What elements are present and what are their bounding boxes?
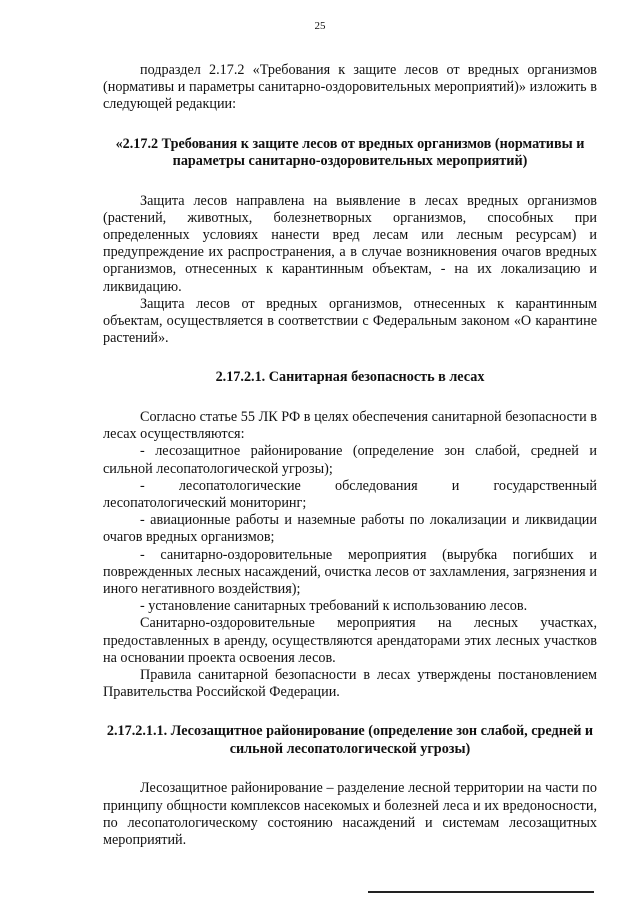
list-item: - авиационные работы и наземные работы по локализации и ликвидации очагов вредных организмов;: [103, 512, 597, 546]
list-item: - лесозащитное районирование (определение зон слабой, средней и сильной лесопатологической угрозы);: [103, 443, 597, 477]
intro-paragraph: подраздел 2.17.2 «Требования к защите лесов от вредных организмов (нормативы и параметры санитарно-оздоровительных мероприятий)» изложить в следующей редакции:: [103, 62, 597, 113]
page-number: 25: [314, 20, 326, 32]
document-body: [103, 62, 597, 849]
subsection-heading: 2.17.2.1. Санитарная безопасность в лесах: [215, 369, 485, 386]
paragraph-quarantine: Защита лесов от вредных организмов, отнесенных к карантинным объектам, осуществляется в соответствии с Федеральным законом «О карантине растений».: [103, 295, 597, 347]
paragraph-article-55: Согласно статье 55 ЛК РФ в целях обеспечения санитарной безопасности в лесах осуществляются:: [103, 408, 597, 443]
paragraph-forest-protection: Защита лесов направлена на выявление в лесах вредных организмов (растений, животных, болезнетворных организмов, способных при определенных условиях нанести вред лесам или лесным ресурсам) и предупреждение их распространения, а в случае возникновения очагов вредных организмов, отнесенных к карантинным объектам, - на их локализацию и ликвидацию.: [103, 192, 597, 295]
list-item: - лесопатологические обследования и государственный лесопатологический мониторинг;: [103, 477, 597, 511]
subsubsection-heading: 2.17.2.1.1. Лесозащитное районирование (определение зон слабой, средней и сильной лесопатологической угрозы): [106, 723, 594, 757]
paragraph-zoning: Лесозащитное районирование – разделение лесной территории на части по принципу общности комплексов насекомых и болезней леса и их вредоносности, по лесопатологическому состоянию насаждений и системам лесозащитных мероприятий.: [103, 780, 597, 848]
list-item: - установление санитарных требований к использованию лесов.: [140, 598, 528, 615]
list-item: - санитарно-оздоровительные мероприятия (вырубка погибших и поврежденных лесных насаждений, очистка лесов от захламления, загрязнения и иного негативного воздействия);: [103, 546, 597, 597]
section-heading: «2.17.2 Требования к защите лесов от вредных организмов (нормативы и параметры санитарно-оздоровительных мероприятий): [115, 135, 585, 170]
paragraph-lease-measures: Санитарно-оздоровительные мероприятия на лесных участках, предоставленных в аренду, осуществляются арендаторами этих лесных участков на основании проекта освоения лесов.: [103, 615, 597, 666]
paragraph-rules: Правила санитарной безопасности в лесах утверждены постановлением Правительства Российской Федерации.: [103, 666, 597, 701]
footer-rule: [368, 891, 594, 893]
